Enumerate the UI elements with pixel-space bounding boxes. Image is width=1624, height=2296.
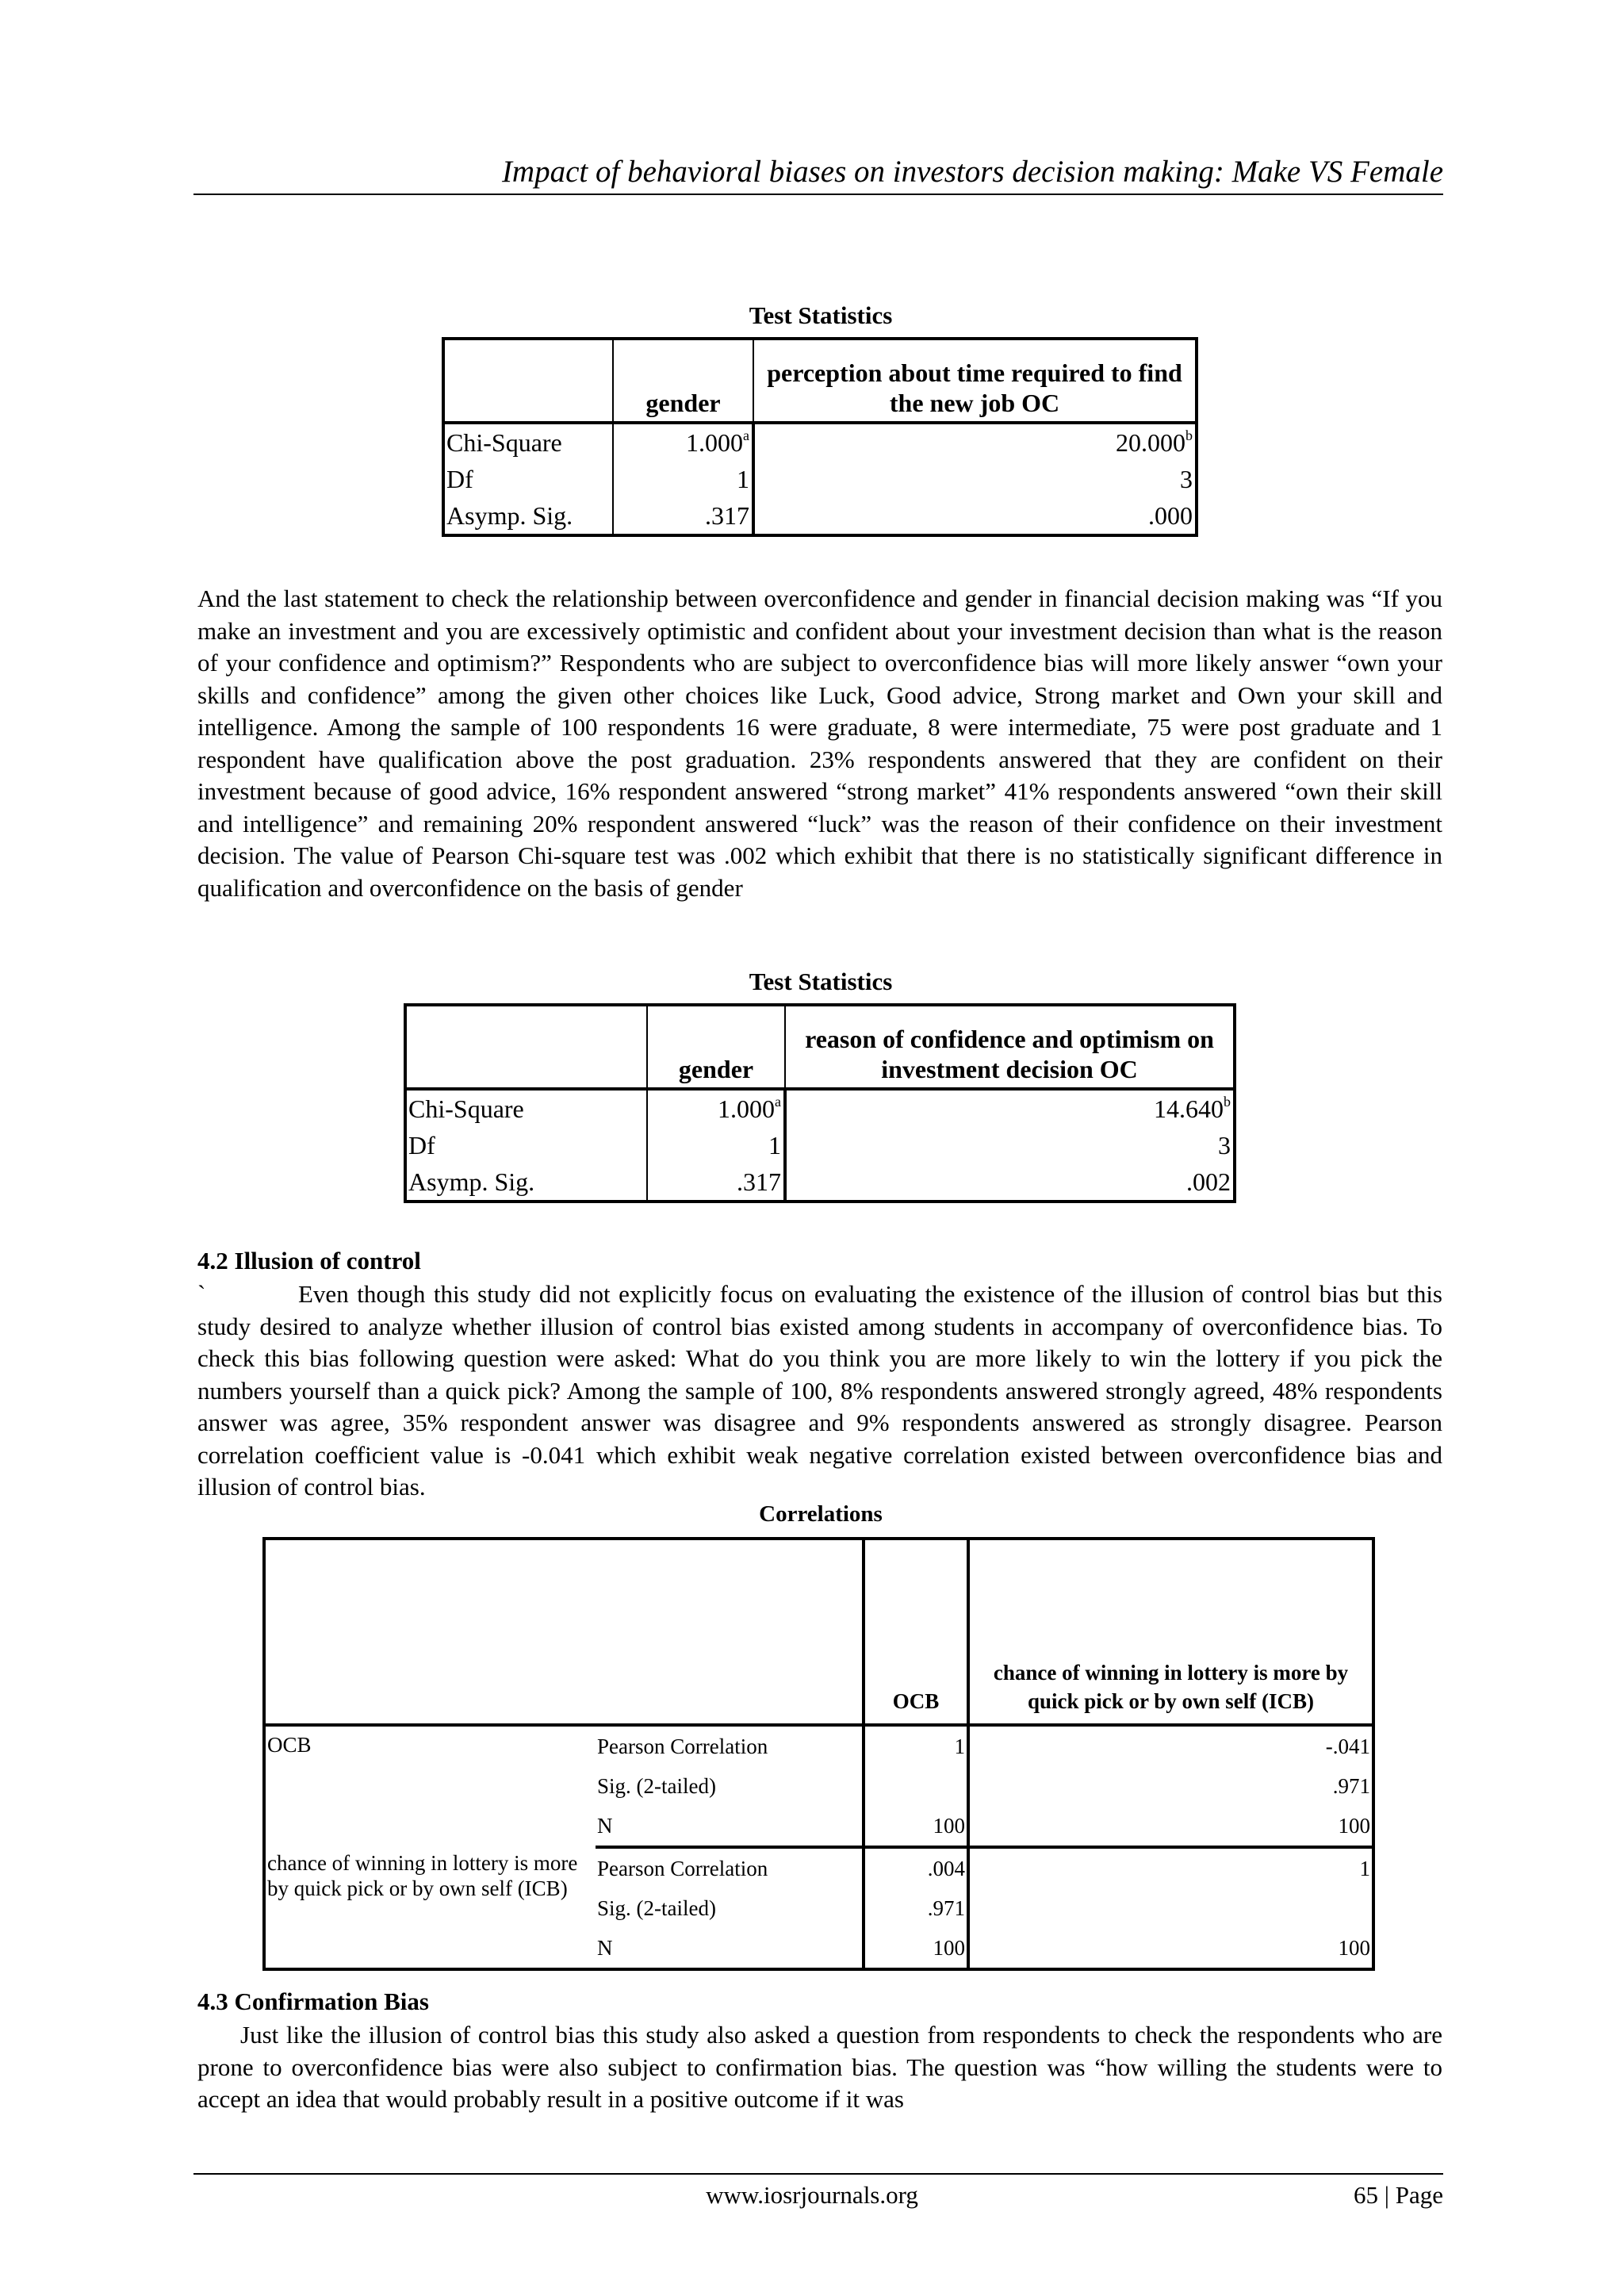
ocb-value: 1 [864, 1725, 968, 1766]
table-row [264, 1725, 1373, 1766]
gender-value: 1.000$^a$ [613, 423, 753, 461]
gender-value: .317 [647, 1163, 785, 1202]
var-value: .002 [1186, 1167, 1231, 1196]
corr-corner-1 [264, 1539, 596, 1725]
var-value: 3 [1180, 464, 1193, 493]
gender-value: 1 [613, 461, 753, 497]
table1-corner [443, 339, 613, 423]
var-value: 20.000$^b$ [1116, 427, 1193, 457]
corr-col-ocb: OCB [864, 1539, 968, 1725]
gender-value: .317 [613, 497, 753, 535]
paragraph-illusion-of-control [197, 1278, 1442, 1504]
ocb-value: .004 [864, 1847, 968, 1888]
table-row [443, 423, 1197, 461]
table1-test-statistics [442, 337, 1198, 537]
footer-rule [193, 2173, 1443, 2175]
section42-text: Even though this study did not explicitly focus on evaluating the existence of the illusion of control bias but this study desired to analyze whether illusion of control bias existed among students in accompany of overconfidence bias. To check this bias following question were asked: What do you think you are more likely to win the lottery if you pick the numbers yourself than a quick pick? Among the sample of 100, 8% respondents answered strongly agreed, 48% respondents answer was agree, 35% respondent answer was disagree and 9% respondents answered as strongly disagree. Pearson correlation coefficient value is -0.041 which exhibit weak negative correlation existed between overconfidence bias and illusion of control bias. [197, 1280, 1442, 1501]
ocb-value: .971 [864, 1888, 968, 1928]
var-value: .000 [1148, 500, 1193, 530]
table1-col-gender: gender [613, 339, 753, 423]
corr-group-label-ocb: OCB [267, 1733, 312, 1757]
section-heading-4-2: 4.2 Illusion of control [197, 1247, 421, 1274]
row-label: Asymp. Sig. [446, 500, 573, 530]
row-label: Chi-Square [408, 1094, 524, 1123]
section-heading-4-3: 4.3 Confirmation Bias [197, 1987, 429, 2015]
table2-col-var: reason of confidence and optimism on investment decision OC [785, 1005, 1235, 1089]
icb-value: 100 [1338, 1935, 1370, 1960]
stat-label: N [596, 1806, 864, 1847]
paragraph-overconfidence-gender: And the last statement to check the relationship between overconfidence and gender in financial decision making was “If you make an investment and you are excessively optimistic and confident about your investment decision than what is the reason of your confidence and optimism?” Respondents who are subject to overconfidence bias will more likely answer “own your skills and confidence” among the given other choices like Luck, Good advice, Strong market and Own your skill and intelligence. Among the sample of 100 respondents 16 were graduate, 8 were intermediate, 75 were post graduate and 1 respondent have qualification above the post graduation. 23% respondents answered that they are confident on their investment because of good advice, 16% respondent answered “strong market” 41% respondents answered “own their skill and intelligence” and remaining 20% respondent answered “luck” was the reason of their confidence on their investment decision. The value of Pearson Chi-square test was .002 which exhibit that there is no statistically significant difference in qualification and overconfidence on the basis of gender [197, 585, 1442, 902]
paragraph-confirmation-bias: Just like the illusion of control bias this study also asked a question from respondents to check the respondents who are prone to overconfidence bias were also subject to confirmation bias. The question was “how willing the students were to accept an idea that would probably result in a positive outcome if it was [197, 2021, 1442, 2113]
table2-corner [405, 1005, 647, 1089]
footer-page-number: 65 | Page [1354, 2181, 1443, 2209]
table-row [264, 1847, 1373, 1888]
table2-col-gender: gender [647, 1005, 785, 1089]
icb-value: -.041 [1325, 1734, 1370, 1758]
corr-col-icb: chance of winning in lottery is more by quick pick or by own self (ICB) [968, 1539, 1373, 1725]
table-row [443, 461, 1197, 497]
table1-col-var: perception about time required to find the new job OC [753, 339, 1197, 423]
icb-value: 1 [1359, 1856, 1370, 1880]
row-label: Df [408, 1130, 435, 1159]
stat-label: Sig. (2-tailed) [596, 1766, 864, 1806]
table2-caption: Test Statistics [749, 968, 893, 995]
var-value: 14.640$^b$ [1154, 1093, 1231, 1123]
stat-label: Pearson Correlation [596, 1725, 864, 1766]
ocb-value [864, 1766, 968, 1806]
ocb-value: 100 [864, 1806, 968, 1847]
corr-corner-2 [596, 1539, 864, 1725]
stat-label: Sig. (2-tailed) [596, 1888, 864, 1928]
ocb-value: 100 [864, 1928, 968, 1969]
stat-label: N [596, 1928, 864, 1969]
gender-value: 1.000$^a$ [647, 1089, 785, 1127]
gender-value: 1 [647, 1127, 785, 1163]
header-rule [193, 194, 1443, 195]
table-row [443, 497, 1197, 535]
table-row [405, 1163, 1235, 1202]
running-head: Impact of behavioral biases on investors decision making: Make VS Female [501, 155, 1443, 189]
tick-mark: ` [197, 1280, 206, 1308]
table1-caption: Test Statistics [749, 301, 893, 329]
row-label: Asymp. Sig. [408, 1167, 535, 1196]
table-row [405, 1127, 1235, 1163]
table-row [405, 1089, 1235, 1127]
stat-label: Pearson Correlation [596, 1847, 864, 1888]
icb-value: 100 [968, 1806, 1373, 1847]
icb-value [968, 1888, 1373, 1928]
row-label: Df [446, 464, 473, 493]
footer-website[interactable]: www.iosrjournals.org [706, 2181, 918, 2209]
row-label: Chi-Square [446, 427, 562, 457]
correlations-table [262, 1537, 1375, 1971]
corr-group-label-icb: chance of winning in lottery is more by quick pick or by own self (ICB) [267, 1851, 578, 1900]
icb-value: .971 [1332, 1773, 1370, 1798]
table2-test-statistics [404, 1003, 1236, 1203]
correlations-caption: Correlations [759, 1501, 883, 1527]
var-value: 3 [1218, 1130, 1231, 1159]
